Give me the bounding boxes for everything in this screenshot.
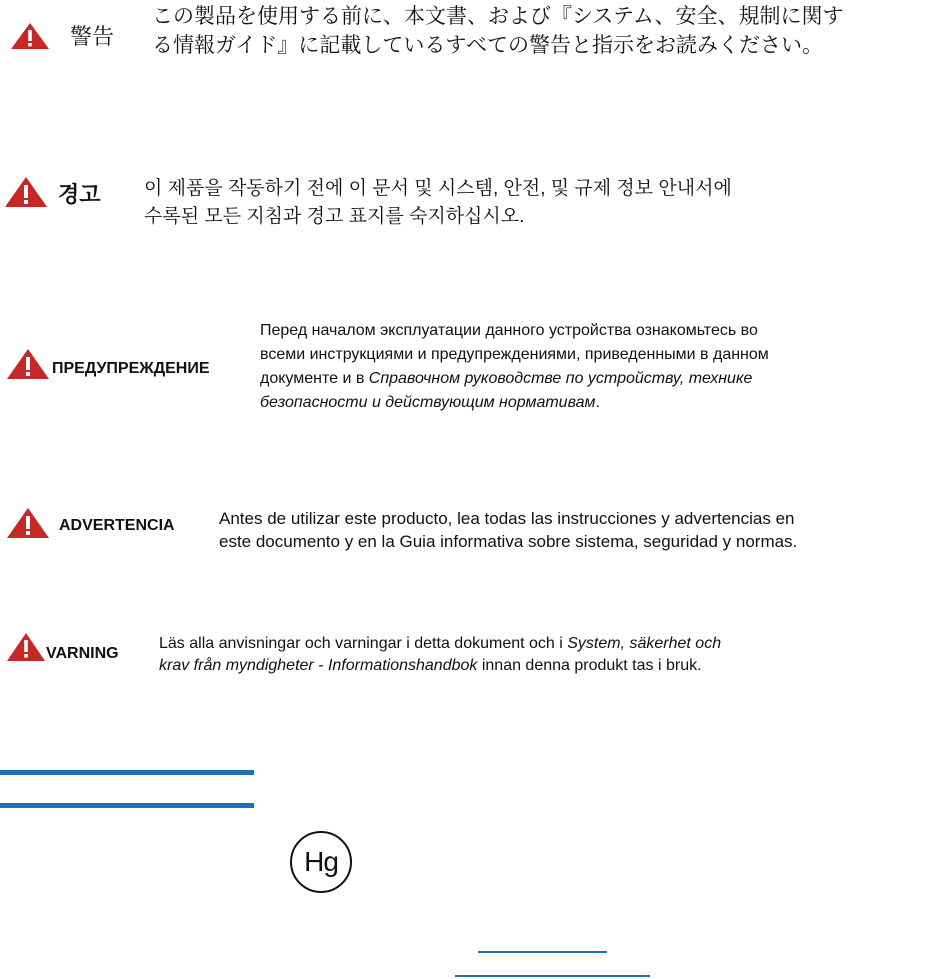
warning-text-sv-line1-italic: System, säkerhet och [567, 635, 722, 652]
warning-text-ru-line3-plain: документе и в [260, 370, 369, 387]
warning-label-ru: ПРЕДУПРЕЖДЕНИЕ [52, 360, 210, 377]
warning-text-sv-line2-italic: krav från myndigheter - Informationshandbok [159, 657, 478, 674]
warning-text-ja-line1: この製品を使用する前に、本文書、および『システム、安全、規制に関す [152, 5, 844, 28]
warning-text-ru-line4-italic: безопасности и действующим нормативам [260, 394, 596, 411]
warning-triangle-icon [6, 632, 46, 662]
warning-text-ru-line2: всеми инструкциями и предупреждениями, приведенными в данном [260, 346, 769, 363]
warning-text-es-line2: este documento y en la Guia informativa sobre sistema, seguridad y normas. [219, 532, 798, 551]
warning-text-ja-line2: る情報ガイド』に記載しているすべての警告と指示をお読みください。 [152, 34, 823, 57]
warning-text-sv [159, 633, 721, 677]
warning-text-ru-line4-plain: . [595, 394, 600, 411]
warning-label-sv: VARNING [46, 645, 119, 662]
link-underline-1[interactable] [478, 951, 607, 953]
warning-triangle-icon [6, 348, 50, 380]
warning-text-ru-line3-italic: Справочном руководстве по устройству, технике [368, 370, 753, 387]
warning-text-sv-line2-plain: innan denna produkt tas i bruk. [477, 657, 702, 674]
warning-text-ru-line1: Перед началом эксплуатации данного устройства ознакомьтесь во [260, 322, 758, 339]
mercury-symbol-icon [290, 831, 352, 893]
warning-text-sv-line1-plain: Läs alla anvisningar och varningar i detta dokument och i [159, 635, 568, 652]
warning-text-ja [152, 2, 844, 60]
warning-text-ru-line4 [260, 391, 769, 415]
warning-text-es-line1: Antes de utilizar este producto, lea todas las instrucciones y advertencias en [219, 509, 795, 528]
warning-text-ko-line1: 이 제품을 작동하기 전에 이 문서 및 시스템, 안전, 및 규제 정보 안내서에 [144, 178, 732, 199]
warning-label-es: ADVERTENCIA [59, 517, 175, 534]
warning-triangle-icon [10, 22, 50, 50]
warning-text-es [219, 507, 797, 553]
warning-triangle-icon [4, 176, 48, 208]
warning-label-ko: 경고 [58, 182, 101, 207]
mercury-symbol-text: Hg [304, 846, 338, 877]
warning-triangle-icon [6, 507, 50, 539]
section-rule-bottom [0, 803, 254, 808]
warning-text-ko-line2: 수록된 모든 지침과 경고 표지를 숙지하십시오. [144, 206, 525, 227]
link-underline-2[interactable] [455, 975, 650, 977]
warning-text-ru [260, 319, 769, 415]
section-rule-top [0, 770, 254, 775]
warning-label-ja: 警告 [70, 24, 115, 49]
warning-text-sv-line2 [159, 655, 721, 677]
warning-text-ko [144, 175, 732, 231]
warning-text-sv-line1 [159, 633, 721, 655]
warning-text-ru-line3 [260, 367, 769, 391]
